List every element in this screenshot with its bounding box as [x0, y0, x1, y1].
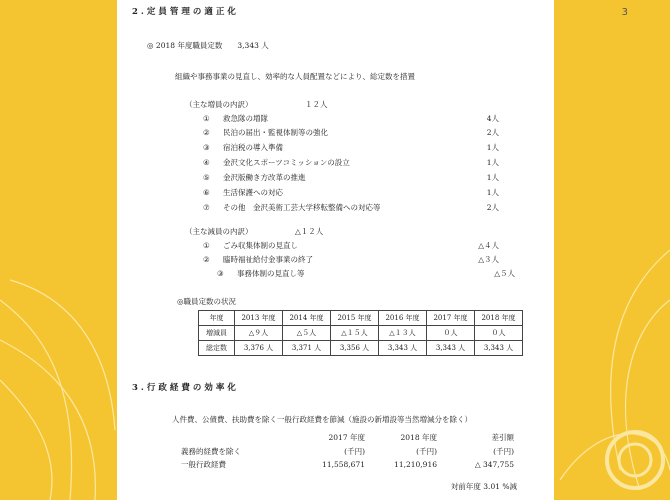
table-cell: 3,343 人 — [475, 341, 523, 356]
table-header-cell: 2015 年度 — [331, 311, 379, 326]
table-header-cell: 2018 年度 — [475, 311, 523, 326]
expense-col-header: 2018 年度 — [400, 433, 437, 442]
increase-num: ③ — [203, 143, 210, 152]
decrease-value: △５人 — [494, 269, 515, 278]
staff-quota-note: 組織や事務事業の見直し、効率的な人員配置などにより、総定数を措置 — [175, 72, 415, 81]
table-header-cell: 年度 — [199, 311, 235, 326]
increase-num: ① — [203, 114, 210, 123]
increase-num: ④ — [203, 158, 210, 167]
section-heading-staff: 2.定員管理の適正化 — [132, 7, 239, 17]
table-cell: 3,343 人 — [427, 341, 475, 356]
increase-label: 金沢版働き方改革の推進 — [223, 173, 306, 182]
increase-label: その他 金沢美術工芸大学移転整備への対応等 — [223, 203, 381, 212]
table-cell: △５人 — [283, 326, 331, 341]
staff-table-title: ◎職員定数の状況 — [177, 297, 237, 306]
decrease-total: △１２人 — [295, 227, 324, 236]
table-cell: △１５人 — [331, 326, 379, 341]
table-cell: 3,356 人 — [331, 341, 379, 356]
decrease-num: ② — [203, 255, 210, 264]
increase-label: 民泊の届出・監視体制等の強化 — [223, 128, 328, 137]
increase-value: 1人 — [486, 188, 499, 197]
section-heading-expense: 3.行政経費の効率化 — [132, 383, 239, 393]
table-row — [199, 341, 523, 356]
table-cell: 3,371 人 — [283, 341, 331, 356]
increase-value: 4人 — [486, 114, 499, 123]
table-cell: 総定数 — [199, 341, 235, 356]
increase-value: 1人 — [486, 158, 499, 167]
increase-value: 1人 — [486, 173, 499, 182]
decrease-num: ③ — [217, 269, 224, 278]
expense-unit: (千円) — [493, 447, 514, 456]
table-header-cell: 2016 年度 — [379, 311, 427, 326]
increase-title: （主な増員の内訳） — [185, 100, 253, 109]
increase-label: 救急隊の増隊 — [223, 114, 268, 123]
page-number: 3 — [621, 7, 628, 18]
decrease-label: ごみ収集体制の見直し — [223, 241, 298, 250]
increase-total: １２人 — [305, 100, 328, 109]
table-cell: 3,343 人 — [379, 341, 427, 356]
table-row — [199, 326, 523, 341]
increase-num: ② — [203, 128, 210, 137]
table-cell: 増減員 — [199, 326, 235, 341]
decrease-value: △３人 — [478, 255, 499, 264]
table-cell: △９人 — [235, 326, 283, 341]
table-header-cell: 2017 年度 — [427, 311, 475, 326]
decrease-num: ① — [203, 241, 210, 250]
increase-num: ⑦ — [203, 203, 210, 212]
expense-unit: (千円) — [344, 447, 365, 456]
table-cell: ０人 — [427, 326, 475, 341]
expense-row-label: 一般行政経費 — [181, 460, 226, 469]
increase-value: 1人 — [486, 143, 499, 152]
table-cell: △１３人 — [379, 326, 427, 341]
decrease-label: 事務体制の見直し等 — [237, 269, 305, 278]
expense-value-2018: 11,210,916 — [394, 460, 437, 469]
increase-num: ⑤ — [203, 173, 210, 182]
table-header-cell: 2014 年度 — [283, 311, 331, 326]
decrease-label: 臨時福祉給付金事業の終了 — [223, 255, 313, 264]
table-cell: 3,376 人 — [235, 341, 283, 356]
table-header-cell: 2013 年度 — [235, 311, 283, 326]
decrease-value: △４人 — [478, 241, 499, 250]
expense-col-header: 差引額 — [491, 433, 514, 442]
increase-value: 2人 — [486, 203, 499, 212]
increase-num: ⑥ — [203, 188, 210, 197]
increase-label: 宿泊税の導入準備 — [223, 143, 283, 152]
table-cell: ０人 — [475, 326, 523, 341]
expense-value-2017: 11,558,671 — [322, 460, 365, 469]
increase-label: 生活保護への対応 — [223, 188, 283, 197]
staff-quota-line: ◎ 2018 年度職員定数 3,343 人 — [147, 41, 269, 50]
expense-difference: △ 347,755 — [474, 460, 514, 469]
decrease-title: （主な減員の内訳） — [185, 227, 253, 236]
document-page — [117, 0, 554, 500]
staff-quota-table — [198, 310, 523, 356]
expense-row-label: 義務的経費を除く — [181, 447, 241, 456]
increase-value: 2人 — [486, 128, 499, 137]
expense-unit: (千円) — [416, 447, 437, 456]
expense-note: 人件費、公債費、扶助費を除く一般行政経費を節減（施設の新増設等当然増減分を除く） — [172, 415, 472, 424]
expense-col-header: 2017 年度 — [328, 433, 365, 442]
table-header-row — [199, 311, 523, 326]
expense-footer: 対前年度 3.01 %減 — [450, 482, 517, 491]
increase-label: 金沢文化スポーツコミッションの設立 — [223, 158, 350, 167]
